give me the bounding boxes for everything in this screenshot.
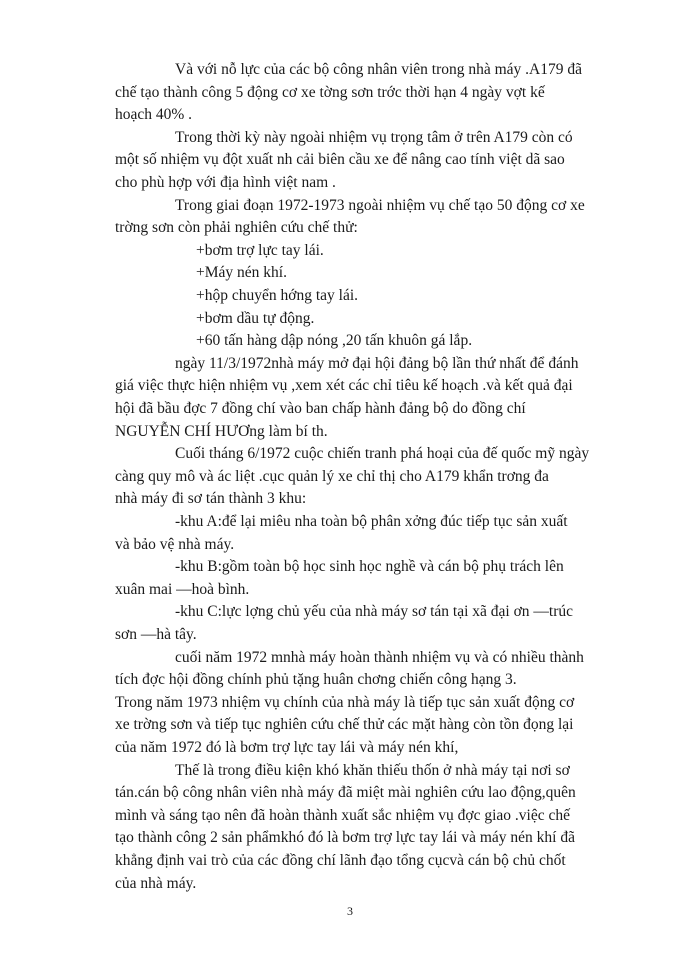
text-line: Trong năm 1973 nhiệm vụ chính của nhà máy là tiếp tục sản xuất động cơ	[115, 693, 575, 711]
text-line: tán.cán bộ công nhân viên nhà máy đã miệt mài nghiên cứu lao động,quên	[115, 784, 576, 802]
text-line: nhà máy đi sơ tán thành 3 khu:	[115, 490, 307, 508]
list-item: +bơm trợ lực tay lái.	[196, 241, 324, 259]
text-line: xe trờng sơn và tiếp tục nghiên cứu chế thử các mặt hàng còn tồn đọng lại	[115, 716, 574, 734]
text-line: Thế là trong điều kiện khó khăn thiếu thốn ở nhà máy tại nơi sơ	[175, 761, 570, 779]
list-item: +hộp chuyển hớng tay lái.	[196, 287, 359, 304]
text-line: Cuối tháng 6/1972 cuộc chiến tranh phá hoại của đế quốc mỹ ngày	[175, 445, 590, 463]
text-line: của năm 1972 đó là bơm trợ lực tay lái và máy nén khí,	[115, 739, 459, 756]
text-line: tạo thành công 2 sản phẩmkhó đó là bơm trợ lực tay lái và máy nén khí đã	[115, 829, 575, 847]
text-line: chế tạo thành công 5 động cơ xe tờng sơn trớc thời hạn 4 ngày vợt kế	[115, 83, 545, 101]
text-line: -khu A:để lại miêu nha toàn bộ phân xởng đúc tiếp tục sản xuất	[175, 513, 568, 530]
text-line: hoạch 40% .	[115, 106, 193, 124]
text-line: NGUYỄN CHÍ HƯƠng làm bí th.	[115, 422, 328, 440]
text-line: càng quy mô và ác liệt .cục quản lý xe chỉ thị cho A179 khẩn trơng đa	[115, 467, 549, 485]
text-line: Và với nỗ lực của các bộ công nhân viên trong nhà máy .A179 đã	[175, 61, 582, 78]
text-line: Trong thời kỳ này ngoài nhiệm vụ trọng tâm ở trên A179 còn có	[175, 128, 573, 146]
text-line: trờng sơn còn phải nghiên cứu chế thử:	[115, 219, 358, 237]
text-line: sơn —hà tây.	[115, 626, 197, 643]
text-line: của nhà máy.	[115, 874, 197, 892]
text-line: mình và sáng tạo nên đã hoàn thành xuất sắc nhiệm vụ đợc giao .việc chế	[115, 806, 570, 824]
text-line: hội đã bầu đợc 7 đồng chí vào ban chấp hành đảng bộ do đồng chí	[115, 400, 526, 417]
text-line: -khu C:lực lợng chủ yếu của nhà máy sơ tán tại xã đại ơn —trúc	[175, 603, 573, 621]
list-item: +Máy nén khí.	[196, 264, 287, 282]
text-line: ngày 11/3/1972nhà máy mở đại hội đảng bộ lần thứ nhất để đánh	[175, 354, 579, 372]
text-line: và bảo vệ nhà máy.	[115, 535, 235, 553]
text-line: giá việc thực hiện nhiệm vụ ,xem xét các chỉ tiêu kế hoạch .và kết quả đại	[115, 377, 573, 395]
text-line: một số nhiệm vụ đột xuất nh cải biên cầu xe để nâng cao tính việt dã sao	[115, 151, 565, 169]
page-number: 3	[347, 904, 353, 919]
list-item: +60 tấn hàng dập nóng ,20 tấn khuôn gá lắp.	[196, 332, 473, 350]
text-line: tích đợc hội đồng chính phủ tặng huân chơng chiến công hạng 3.	[115, 671, 517, 689]
text-line: xuân mai —hoà bình.	[115, 580, 250, 598]
list-item: +bơm dầu tự động.	[196, 309, 315, 327]
text-line: Trong giai đoạn 1972-1973 ngoài nhiệm vụ chế tạo 50 động cơ xe	[175, 196, 585, 214]
text-line: -khu B:gồm toàn bộ học sinh học nghề và cán bộ phụ trách lên	[175, 558, 564, 576]
text-line: cuối năm 1972 mnhà máy hoàn thành nhiệm vụ và có nhiều thành	[175, 648, 584, 666]
text-line: cho phù hợp với địa hình việt nam .	[115, 174, 336, 191]
text-line: khẳng định vai trò của các đồng chí lãnh đạo tổng cụcvà cán bộ chủ chốt	[115, 852, 566, 869]
